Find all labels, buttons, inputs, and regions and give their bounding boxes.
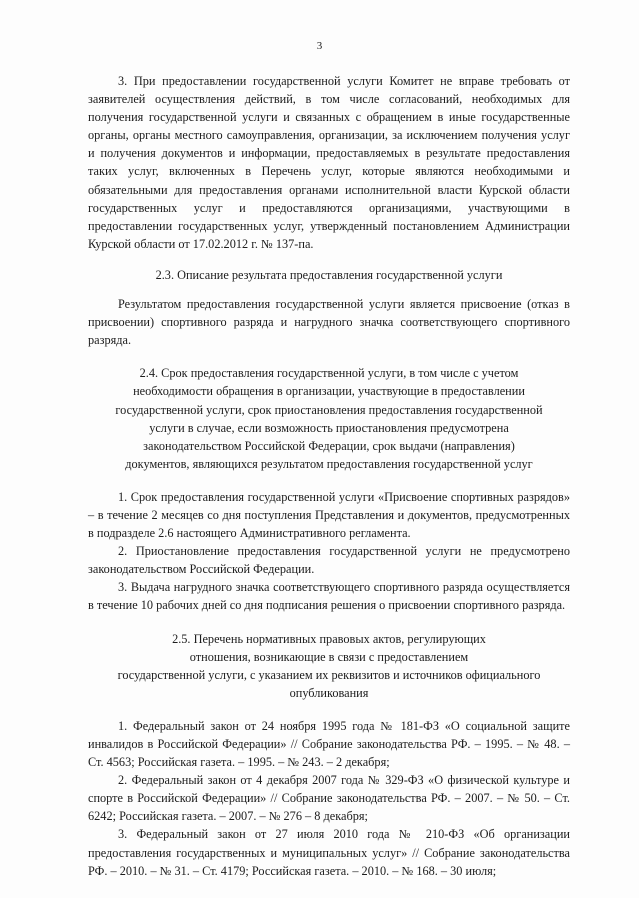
section-heading-2-4	[88, 364, 570, 473]
paragraph-2-4-1: 1. Срок предоставления государственной услуги «Присвоение спортивных разрядов» – в течение 2 месяцев со дня поступления Представления и документов, предусмотренных в подразделе 2.6 настоящего Административного регламента.	[88, 489, 570, 541]
heading-line: законодательством Российской Федерации, срок выдачи (направления)	[143, 438, 515, 453]
heading-line: 2.4. Срок предоставления государственной услуги, в том числе с учетом	[139, 366, 519, 381]
paragraph-2-4-2: 2. Приостановление предоставления государственной услуги не предусмотрено законодательством Российской Федерации.	[88, 544, 570, 577]
section-heading-2-5	[88, 630, 570, 702]
paragraph-2-5-3: 3. Федеральный закон от 27 июля 2010 года № 210-ФЗ «Об организации предоставления государственных и муниципальных услуг» // Собрание законодательства РФ. – 2010. – № 31. – Ст. 4179; Российская газета. – 2010. – № 168. – 30 июля;	[88, 827, 570, 878]
heading-line: опубликования	[289, 685, 369, 700]
heading-line: 2.5. Перечень нормативных правовых актов, регулирующих	[172, 631, 486, 646]
heading-line: государственной услуги, срок приостановления предоставления государственной	[115, 402, 543, 417]
paragraph-2-4-3: 3. Выдача нагрудного значка соответствующего спортивного разряда осуществляется в течение 10 рабочих дней со дня подписания решения о присвоении спортивного разряда.	[88, 580, 570, 613]
document-body	[88, 72, 570, 880]
page-number: 3	[316, 40, 323, 52]
heading-line: отношения, возникающие в связи с предоставлением	[189, 649, 469, 664]
paragraph-2-3-result: Результатом предоставления государственной услуги является присвоение (отказ в присвоении) спортивного разряда и нагрудного значка соответствующего спортивного разряда.	[88, 297, 570, 348]
heading-line: услуги в случае, если возможность приостановления предусмотрена	[149, 420, 509, 435]
heading-line: государственной услуги, с указанием их реквизитов и источников официального	[117, 667, 541, 682]
heading-line: необходимости обращения в организации, участвующие в предоставлении	[133, 384, 525, 399]
section-heading-2-3: 2.3. Описание результата предоставления государственной услуги	[155, 267, 503, 282]
paragraph-2-5-1: 1. Федеральный закон от 24 ноября 1995 года № 181-ФЗ «О социальной защите инвалидов в Российской Федерации» // Собрание законодательства РФ. – 1995. – № 48. – Ст. 4563; Российская газета. – 1995. – № 243. – 2 декабря;	[88, 718, 570, 770]
heading-line: документов, являющихся результатом предоставления государственной услуг	[125, 456, 533, 471]
paragraph-3-requirements: 3. При предоставлении государственной услуги Комитет не вправе требовать от заявителей осуществления действий, в том числе согласований, необходимых для получения государственной услуги и связанных с обращением в иные государственные органы, органы местного самоуправления, организации, за исключением получения услуг и получения документов и информации, предоставляемых в результате предоставления таких услуг, включенных в Перечень услуг, которые являются необходимыми и обязательными для предоставления органами исполнительной власти Курской области государственных услуг и предоставляются организациями, участвующими в предоставлении государственных услуг, утвержденный постановлением Администрации Курской области от 17.02.2012 г. № 137-па.	[88, 74, 570, 251]
paragraph-2-5-2: 2. Федеральный закон от 4 декабря 2007 года № 329-ФЗ «О физической культуре и спорте в Российской Федерации» // Собрание законодательства РФ. – 2007. – № 50. – Ст. 6242; Российская газета. – 2007. – № 276 – 8 декабря;	[88, 773, 570, 824]
